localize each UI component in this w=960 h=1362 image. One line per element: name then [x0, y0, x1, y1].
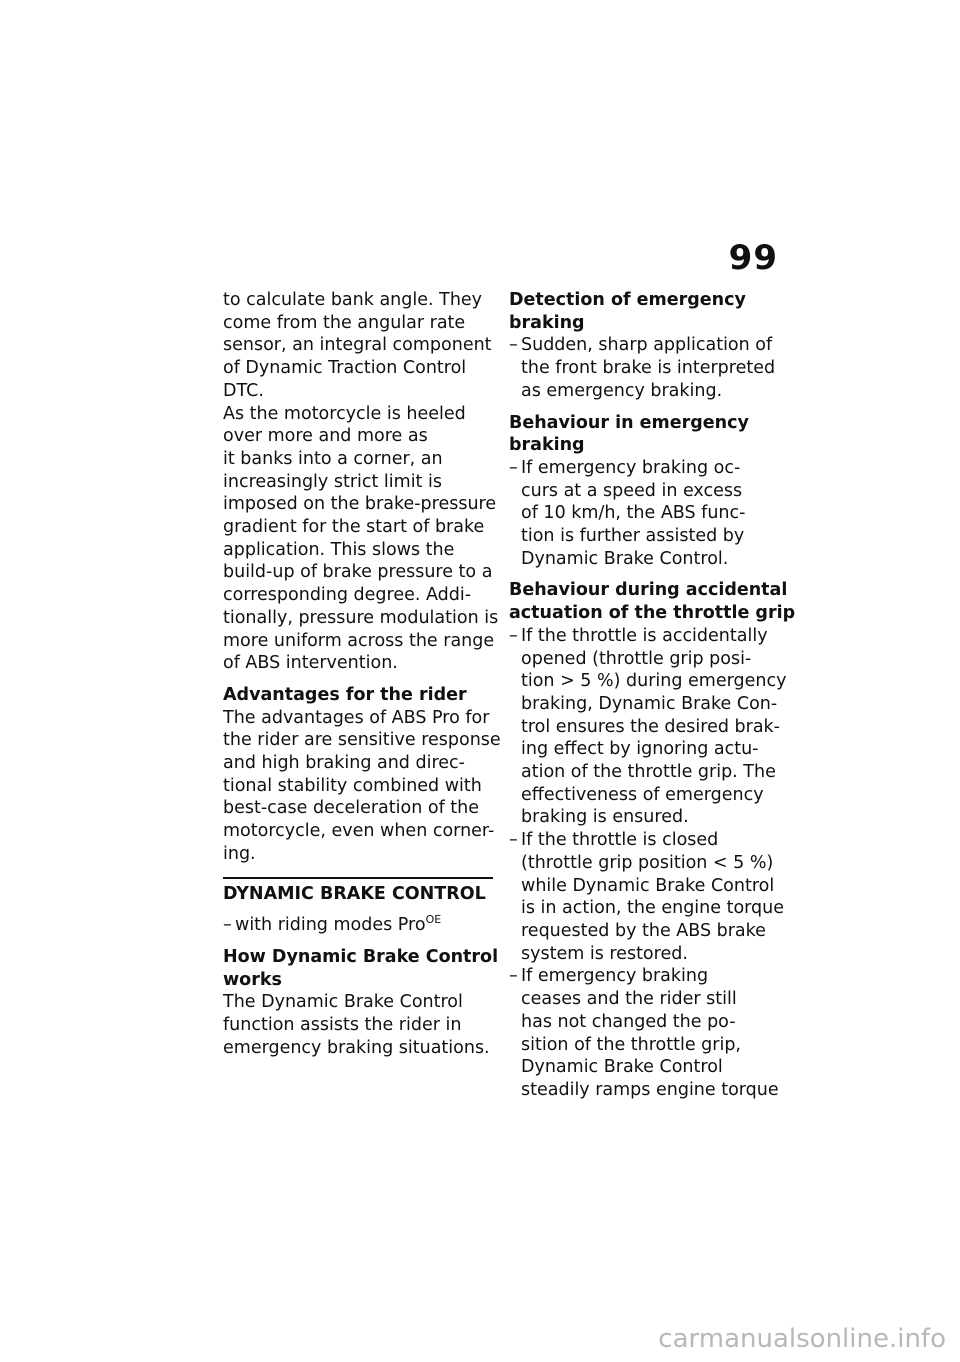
- text-line: braking is ensured.: [521, 807, 689, 828]
- behaviour-heading-line: Behaviour in emergency: [509, 412, 749, 433]
- text-line: tional stability combined with: [223, 775, 482, 796]
- text-line: application. This slows the: [223, 539, 455, 560]
- text-line: tionally, pressure modulation is: [223, 607, 499, 628]
- riding-modes-note: [223, 914, 493, 937]
- dash-marker: –: [509, 457, 518, 478]
- text-line: ing.: [223, 843, 256, 864]
- advantages-paragraph: [223, 707, 501, 866]
- text-line: curs at a speed in excess: [521, 480, 743, 501]
- throttle-heading-line: actuation of the throttle grip: [509, 603, 796, 624]
- text-line: If emergency braking oc-: [521, 457, 741, 478]
- text-line: increasingly strict limit is: [223, 471, 442, 492]
- text-line: it banks into a corner, an: [223, 448, 443, 469]
- text-line: come from the angular rate: [223, 312, 466, 333]
- text-line: As the motorcycle is heeled: [223, 403, 466, 424]
- text-line: DTC.: [223, 380, 264, 401]
- section-divider: [223, 877, 493, 906]
- detection-heading-line: Detection of emergency: [509, 290, 746, 310]
- text-line: tion is further assisted by: [521, 526, 745, 547]
- text-line: the front brake is interpreted: [521, 358, 776, 379]
- text-line: as emergency braking.: [521, 380, 723, 401]
- text-line: system is restored.: [521, 943, 688, 964]
- text-line: trol ensures the desired brak-: [521, 716, 780, 737]
- text-line: while Dynamic Brake Control: [521, 875, 775, 896]
- text-line: ceases and the rider still: [521, 989, 737, 1010]
- text-line: of 10 km/h, the ABS func-: [521, 503, 746, 524]
- advantages-heading: Advantages for the rider: [223, 684, 467, 705]
- text-line: If the throttle is closed: [521, 830, 719, 851]
- throttle-heading-line: Behaviour during accidental: [509, 580, 788, 601]
- detection-heading-line: braking: [509, 312, 585, 333]
- how-paragraph: [223, 991, 493, 1059]
- list-item: [509, 829, 784, 965]
- left-column: [223, 289, 501, 1060]
- how-heading-line: How Dynamic Brake Control: [223, 946, 499, 967]
- list-item: [509, 334, 784, 402]
- list-item: [509, 965, 784, 1101]
- dash-marker: –: [509, 830, 518, 851]
- text-line: If emergency braking: [521, 966, 709, 987]
- text-line: Sudden, sharp application of: [521, 335, 773, 356]
- text-line: effectiveness of emergency: [521, 784, 764, 805]
- text-line: the rider are sensitive response: [223, 730, 501, 751]
- text-line: emergency braking situations.: [223, 1037, 490, 1058]
- text-line: (throttle grip position < 5 %): [521, 852, 774, 873]
- dash-marker: –: [509, 625, 518, 646]
- banking-paragraph: [223, 403, 499, 675]
- section-title: DYNAMIC BRAKE CONTROL: [223, 883, 486, 904]
- text-line: If the throttle is accidentally: [521, 625, 768, 646]
- text-line: tion > 5 %) during emergency: [521, 671, 787, 692]
- text-line: The advantages of ABS Pro for: [223, 707, 490, 728]
- oe-superscript: OE: [425, 913, 442, 927]
- text-line: and high braking and direc-: [223, 753, 465, 774]
- text-line: steadily ramps engine torque: [521, 1079, 779, 1100]
- text-line: sensor, an integral component: [223, 335, 492, 356]
- how-heading-line: works: [223, 969, 282, 990]
- text-line: has not changed the po-: [521, 1011, 736, 1032]
- text-line: requested by the ABS brake: [521, 920, 766, 941]
- text-line: gradient for the start of brake: [223, 517, 485, 538]
- dash-marker: –: [509, 966, 518, 987]
- text-line: motorcycle, even when corner-: [223, 821, 495, 842]
- text-line: The Dynamic Brake Control: [223, 992, 463, 1013]
- dash-marker: –: [509, 335, 518, 356]
- right-column: [509, 289, 796, 1102]
- intro-paragraph: [223, 289, 493, 403]
- text-line: function assists the rider in: [223, 1015, 462, 1036]
- page-number: 99: [728, 238, 778, 278]
- riding-modes-text: with riding modes Pro: [235, 915, 426, 936]
- text-line: best-case deceleration of the: [223, 798, 480, 819]
- text-line: build-up of brake pressure to a: [223, 562, 493, 583]
- watermark: carmanualsonline.info: [658, 1324, 946, 1354]
- dash-marker: –: [223, 915, 232, 936]
- text-line: Dynamic Brake Control.: [521, 548, 729, 569]
- list-item: [509, 625, 787, 829]
- text-line: corresponding degree. Addi-: [223, 585, 472, 606]
- text-line: ing effect by ignoring actu-: [521, 739, 759, 760]
- text-line: braking, Dynamic Brake Con-: [521, 693, 778, 714]
- text-line: sition of the throttle grip,: [521, 1034, 741, 1055]
- text-line: of Dynamic Traction Control: [223, 358, 467, 379]
- text-line: Dynamic Brake Control: [521, 1057, 723, 1078]
- text-line: to calculate bank angle. They: [223, 290, 483, 310]
- text-line: over more and more as: [223, 426, 428, 447]
- list-item: [509, 457, 784, 571]
- text-line: is in action, the engine torque: [521, 898, 785, 919]
- text-line: of ABS intervention.: [223, 653, 398, 674]
- text-line: imposed on the brake-pressure: [223, 494, 497, 515]
- text-line: opened (throttle grip posi-: [521, 648, 752, 669]
- text-line: ation of the throttle grip. The: [521, 762, 776, 783]
- text-line: more uniform across the range: [223, 630, 495, 651]
- behaviour-heading-line: braking: [509, 435, 585, 456]
